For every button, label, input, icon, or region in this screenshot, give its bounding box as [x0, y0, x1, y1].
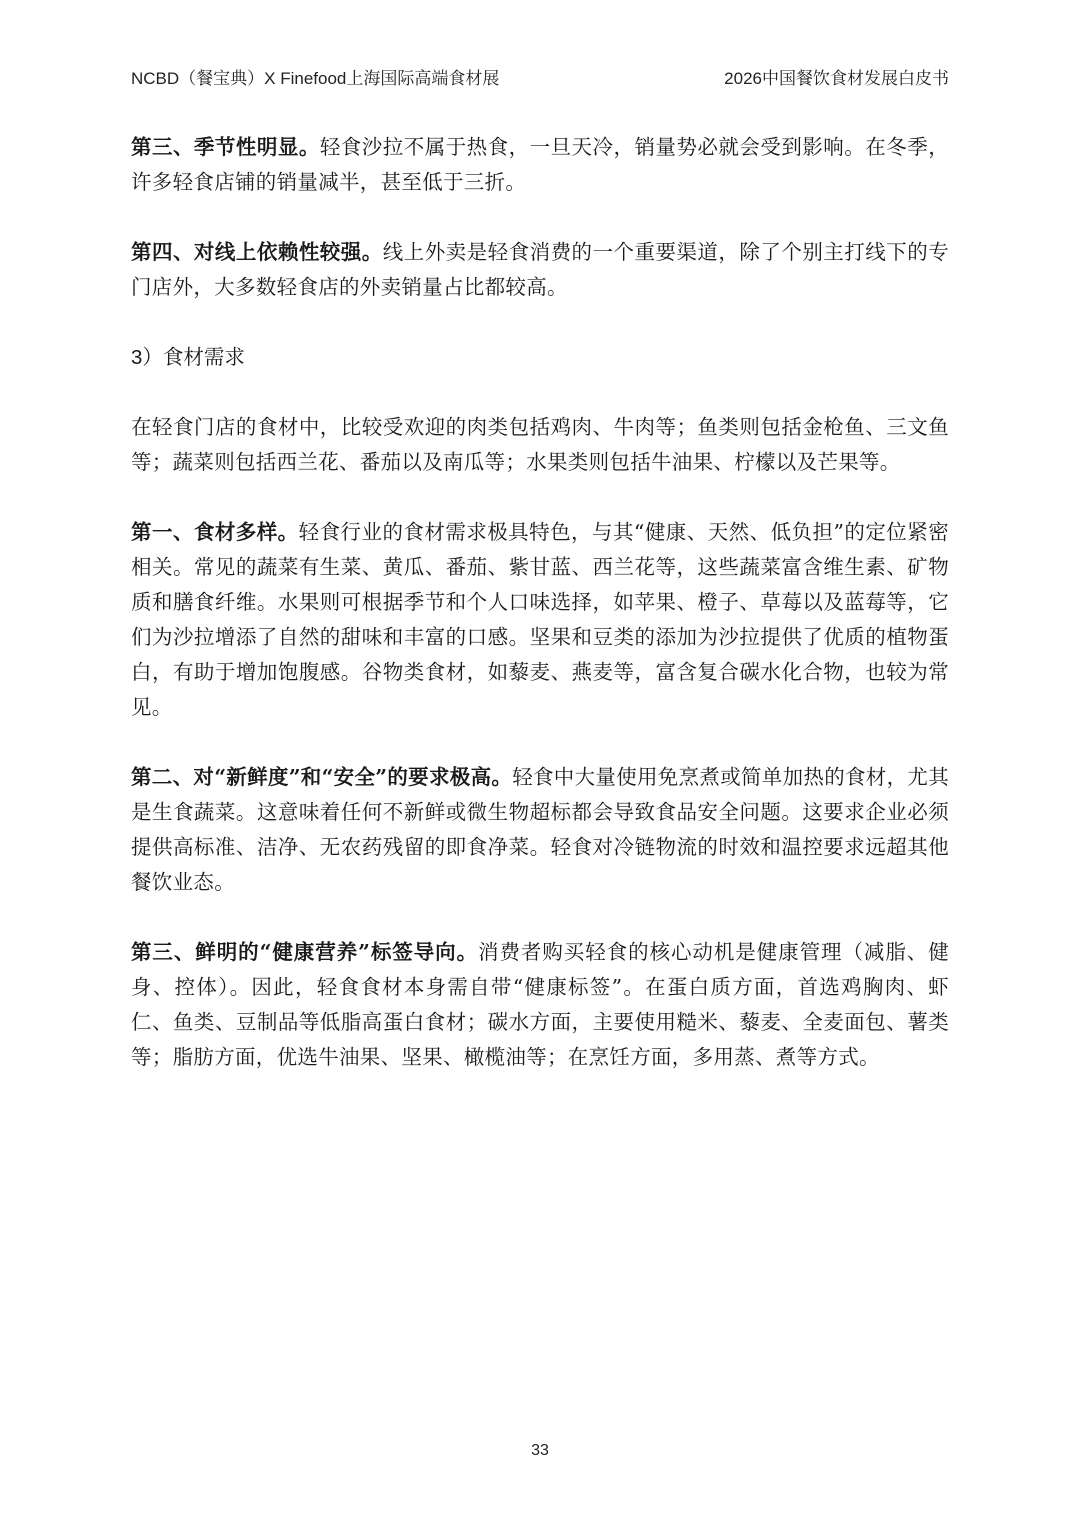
paragraph-freshness-safety	[131, 760, 949, 900]
paragraph-health-label	[131, 935, 949, 1075]
paragraph-lead: 第三、鲜明的“健康营养”标签导向。	[131, 940, 479, 964]
paragraph-text: 线上外卖是轻食消费的一个重要渠道，除了个别主打线下的专门店外，大多数轻食店的外卖销量占比都较高。	[131, 240, 949, 299]
paragraph-text: 轻食中大量使用免烹煮或简单加热的食材，尤其是生食蔬菜。这意味着任何不新鲜或微生物超标都会导致食品安全问题。这要求企业必须提供高标准、洁净、无农药残留的即食净菜。轻食对冷链物流的时效和温控要求远超其他餐饮业态。	[131, 765, 949, 894]
paragraph-text: 轻食行业的食材需求极具特色，与其“健康、天然、低负担”的定位紧密相关。常见的蔬菜有生菜、黄瓜、番茄、紫甘蓝、西兰花等，这些蔬菜富含维生素、矿物质和膳食纤维。水果则可根据季节和个人口味选择，如苹果、橙子、草莓以及蓝莓等，它们为沙拉增添了自然的甜味和丰富的口感。坚果和豆类的添加为沙拉提供了优质的植物蛋白，有助于增加饱腹感。谷物类食材，如藜麦、燕麦等，富含复合碳水化合物，也较为常见。	[131, 520, 949, 719]
running-header	[131, 64, 949, 89]
section-intro-paragraph: 在轻食门店的食材中，比较受欢迎的肉类包括鸡肉、牛肉等；鱼类则包括金枪鱼、三文鱼等；蔬菜则包括西兰花、番茄以及南瓜等；水果类则包括牛油果、柠檬以及芒果等。	[131, 415, 949, 474]
header-left-title: NCBD（餐宝典）X Finefood上海国际高端食材展	[131, 69, 500, 88]
paragraph-ingredient-variety	[131, 515, 949, 725]
paragraph-online-dependence	[131, 235, 949, 305]
header-right-title: 2026中国餐饮食材发展白皮书	[724, 69, 949, 88]
paragraph-lead: 第二、对“新鲜度”和“安全”的要求极高。	[131, 765, 513, 789]
paragraph-text: 轻食沙拉不属于热食，一旦天冷，销量势必就会受到影响。在冬季，许多轻食店铺的销量减半，甚至低于三折。	[131, 135, 949, 194]
paragraph-lead: 第四、对线上依赖性较强。	[131, 240, 383, 264]
paragraph-seasonality	[131, 130, 949, 200]
page-number: 33	[531, 1442, 549, 1459]
paragraph-lead: 第三、季节性明显。	[131, 135, 320, 159]
page-body	[131, 130, 949, 1110]
paragraph-lead: 第一、食材多样。	[131, 520, 299, 544]
section-heading: 3）食材需求	[131, 346, 245, 369]
paragraph-text: 消费者购买轻食的核心动机是健康管理（减脂、健身、控体）。因此，轻食食材本身需自带“健康标签”。在蛋白质方面，首选鸡胸肉、虾仁、鱼类、豆制品等低脂高蛋白食材；碳水方面，主要使用糙米、藜麦、全麦面包、薯类等；脂肪方面，优选牛油果、坚果、橄榄油等；在烹饪方面，多用蒸、煮等方式。	[131, 940, 949, 1069]
